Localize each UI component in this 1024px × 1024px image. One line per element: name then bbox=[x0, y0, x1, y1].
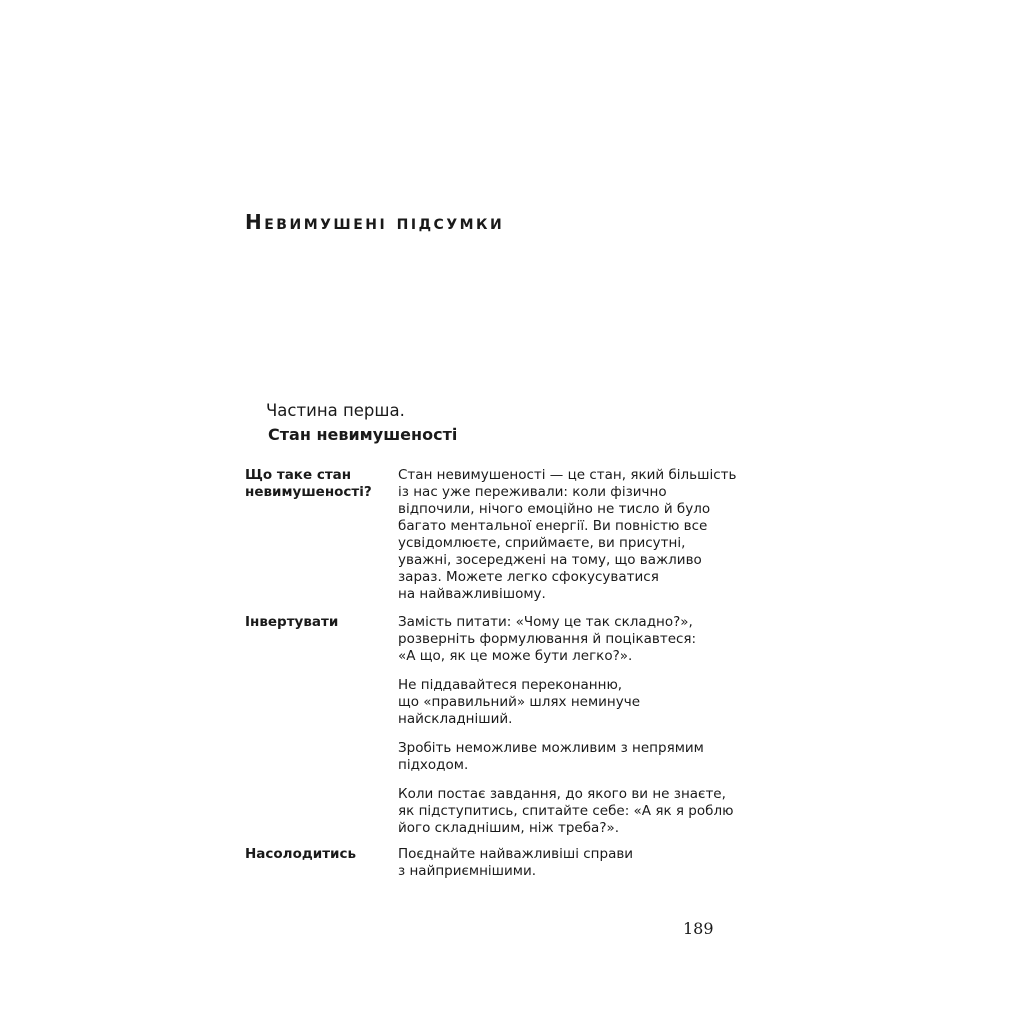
text-line: відпочили, нічого емоційно не тисло й було bbox=[398, 501, 711, 517]
text-line: Замість питати: «Чому це так складно?», bbox=[398, 614, 693, 630]
text-line: Не піддавайтеся переконанню, bbox=[398, 677, 623, 693]
page-number: 189 bbox=[683, 919, 714, 938]
text-line: багато ментальної енергії. Ви повністю все bbox=[398, 518, 708, 534]
term-line: невимушеності? bbox=[245, 484, 372, 500]
entry-definitions bbox=[398, 467, 738, 615]
text-line: Поєднайте найважливіші справи bbox=[398, 846, 634, 862]
text-line: як підступитись, спитайте себе: «А як я роблю bbox=[398, 803, 734, 819]
entry-definitions bbox=[398, 846, 738, 892]
definition-paragraph bbox=[398, 677, 738, 728]
part-title: Стан невимушеності bbox=[268, 425, 458, 444]
text-line: на найважливішому. bbox=[398, 586, 546, 602]
definition-paragraph bbox=[398, 786, 738, 837]
text-line: підходом. bbox=[398, 757, 469, 773]
text-line: найскладніший. bbox=[398, 711, 513, 727]
entry-term bbox=[245, 467, 385, 501]
definition-paragraph bbox=[398, 614, 738, 665]
text-line: що «правильний» шлях неминуче bbox=[398, 694, 641, 710]
definition-paragraph bbox=[398, 740, 738, 774]
text-line: із нас уже переживали: коли фізично bbox=[398, 484, 667, 500]
text-line: зараз. Можете легко сфокусуватися bbox=[398, 569, 659, 585]
text-line: «А що, як це може бути легко?». bbox=[398, 648, 633, 664]
text-line: з найприємнішими. bbox=[398, 863, 537, 879]
text-line: уважні, зосереджені на тому, що важливо bbox=[398, 552, 702, 568]
entry-term bbox=[245, 846, 385, 863]
text-line: розверніть формулювання й поцікавтеся: bbox=[398, 631, 697, 647]
chapter-title: Невимушені підсумки bbox=[245, 210, 505, 234]
text-line: Зробіть неможливе можливим з непрямим bbox=[398, 740, 704, 756]
definition-paragraph bbox=[398, 467, 738, 603]
text-line: його складнішим, ніж треба?». bbox=[398, 820, 620, 836]
part-label: Частина перша. bbox=[266, 401, 405, 420]
term-line: Інвертувати bbox=[245, 614, 339, 630]
entry-term bbox=[245, 614, 385, 631]
definition-paragraph bbox=[398, 846, 738, 880]
entry-definitions bbox=[398, 614, 738, 849]
term-line: Насолодитись bbox=[245, 846, 357, 862]
text-line: Коли постає завдання, до якого ви не знаєте, bbox=[398, 786, 726, 802]
text-line: Стан невимушеності — це стан, який більшість bbox=[398, 467, 737, 483]
term-line: Що таке стан bbox=[245, 467, 352, 483]
text-line: усвідомлюєте, сприймаєте, ви присутні, bbox=[398, 535, 686, 551]
